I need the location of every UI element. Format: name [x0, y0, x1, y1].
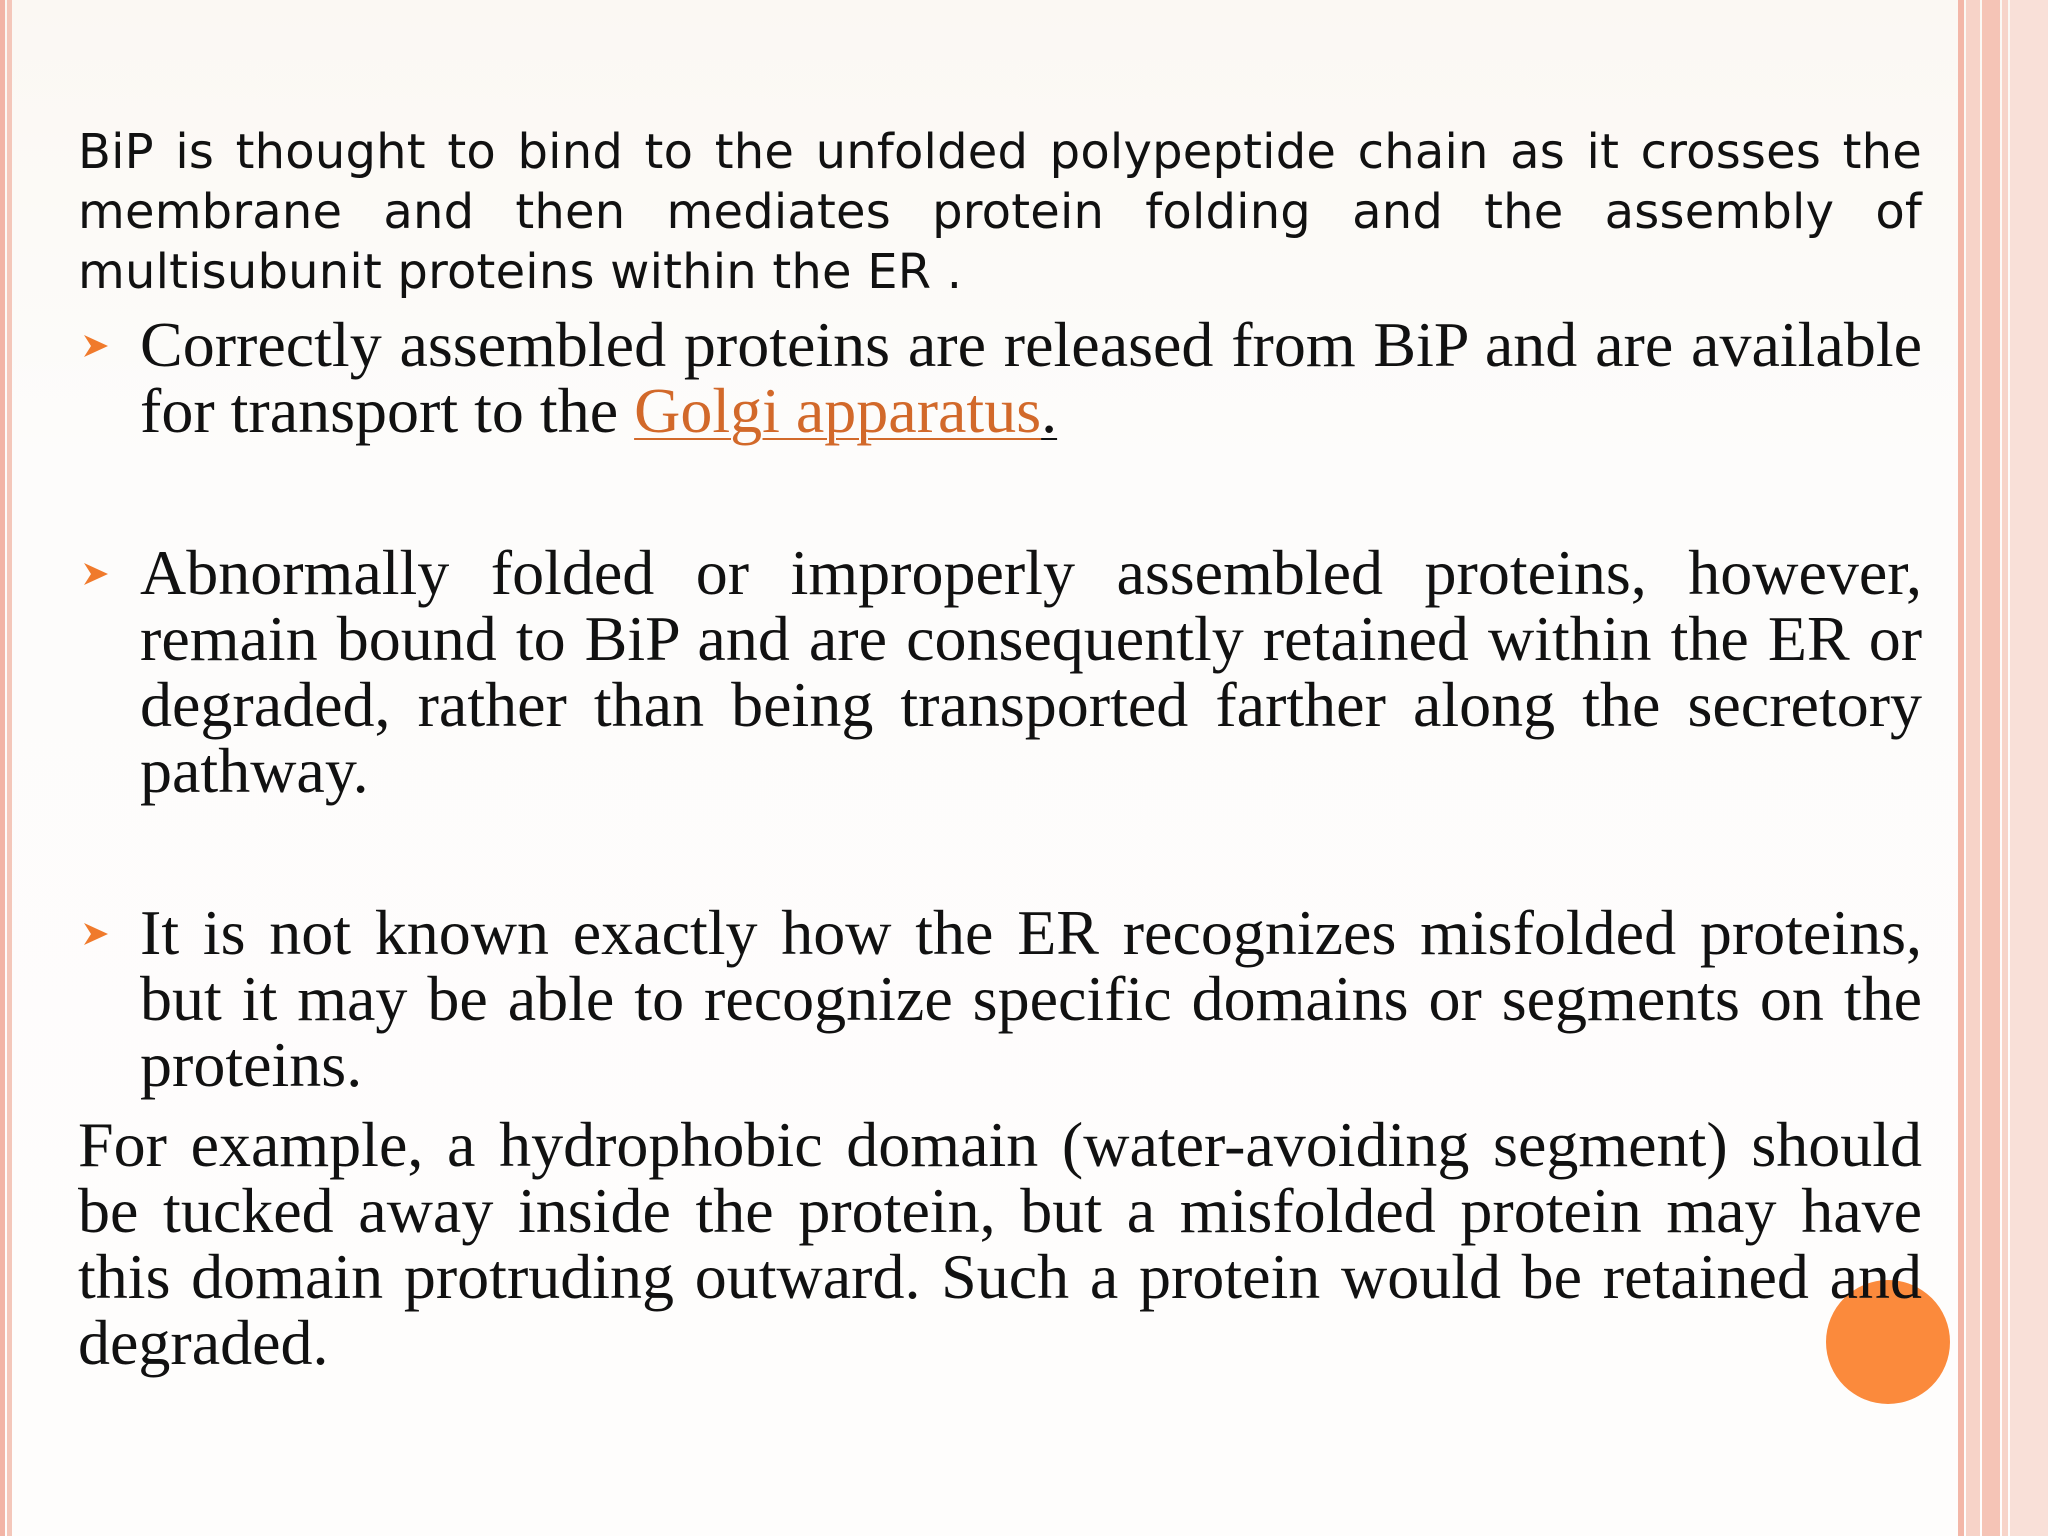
intro-paragraph: BiP is thought to bind to the unfolded polypeptide chain as it crosses the membrane and then mediates protein folding and the assembly of multisubunit proteins within the ER .	[78, 124, 1922, 300]
bullet-item	[78, 537, 1922, 806]
left-border-stripe	[0, 0, 5, 1536]
right-border-stripe	[1958, 0, 1964, 1536]
right-border-stripe	[1982, 0, 2000, 1536]
arrowhead-bullet-icon	[82, 332, 110, 360]
left-border-stripe	[7, 0, 12, 1536]
bullet-text: It is not known exactly how the ER recognizes misfolded proteins, but it may be able to recognize specific domains or segments on the proteins.	[140, 897, 1922, 1100]
bullet-item	[78, 309, 1922, 446]
right-border-stripe	[1966, 0, 1980, 1536]
right-border-stripe	[2002, 0, 2008, 1536]
right-border-stripe	[2010, 0, 2048, 1536]
bullet-text-end: .	[1041, 375, 1058, 446]
slide-content	[78, 122, 1922, 1376]
bullet-text: Correctly assembled proteins are released from BiP and are available for transport to the	[140, 309, 1922, 446]
arrowhead-bullet-icon	[82, 560, 110, 588]
bullet-text: Abnormally folded or improperly assembled proteins, however, remain bound to BiP and are consequently retained within the ER or degraded, rather than being transported farther along the secretory pathway.	[140, 537, 1922, 806]
bullet-item	[78, 897, 1922, 1100]
closing-paragraph: For example, a hydrophobic domain (water-avoiding segment) should be tucked away inside the protein, but a misfolded protein may have this domain protruding outward. Such a protein would be retained and degraded.	[78, 1109, 1922, 1378]
golgi-apparatus-link[interactable]: Golgi apparatus	[634, 375, 1042, 446]
arrowhead-bullet-icon	[82, 920, 110, 948]
